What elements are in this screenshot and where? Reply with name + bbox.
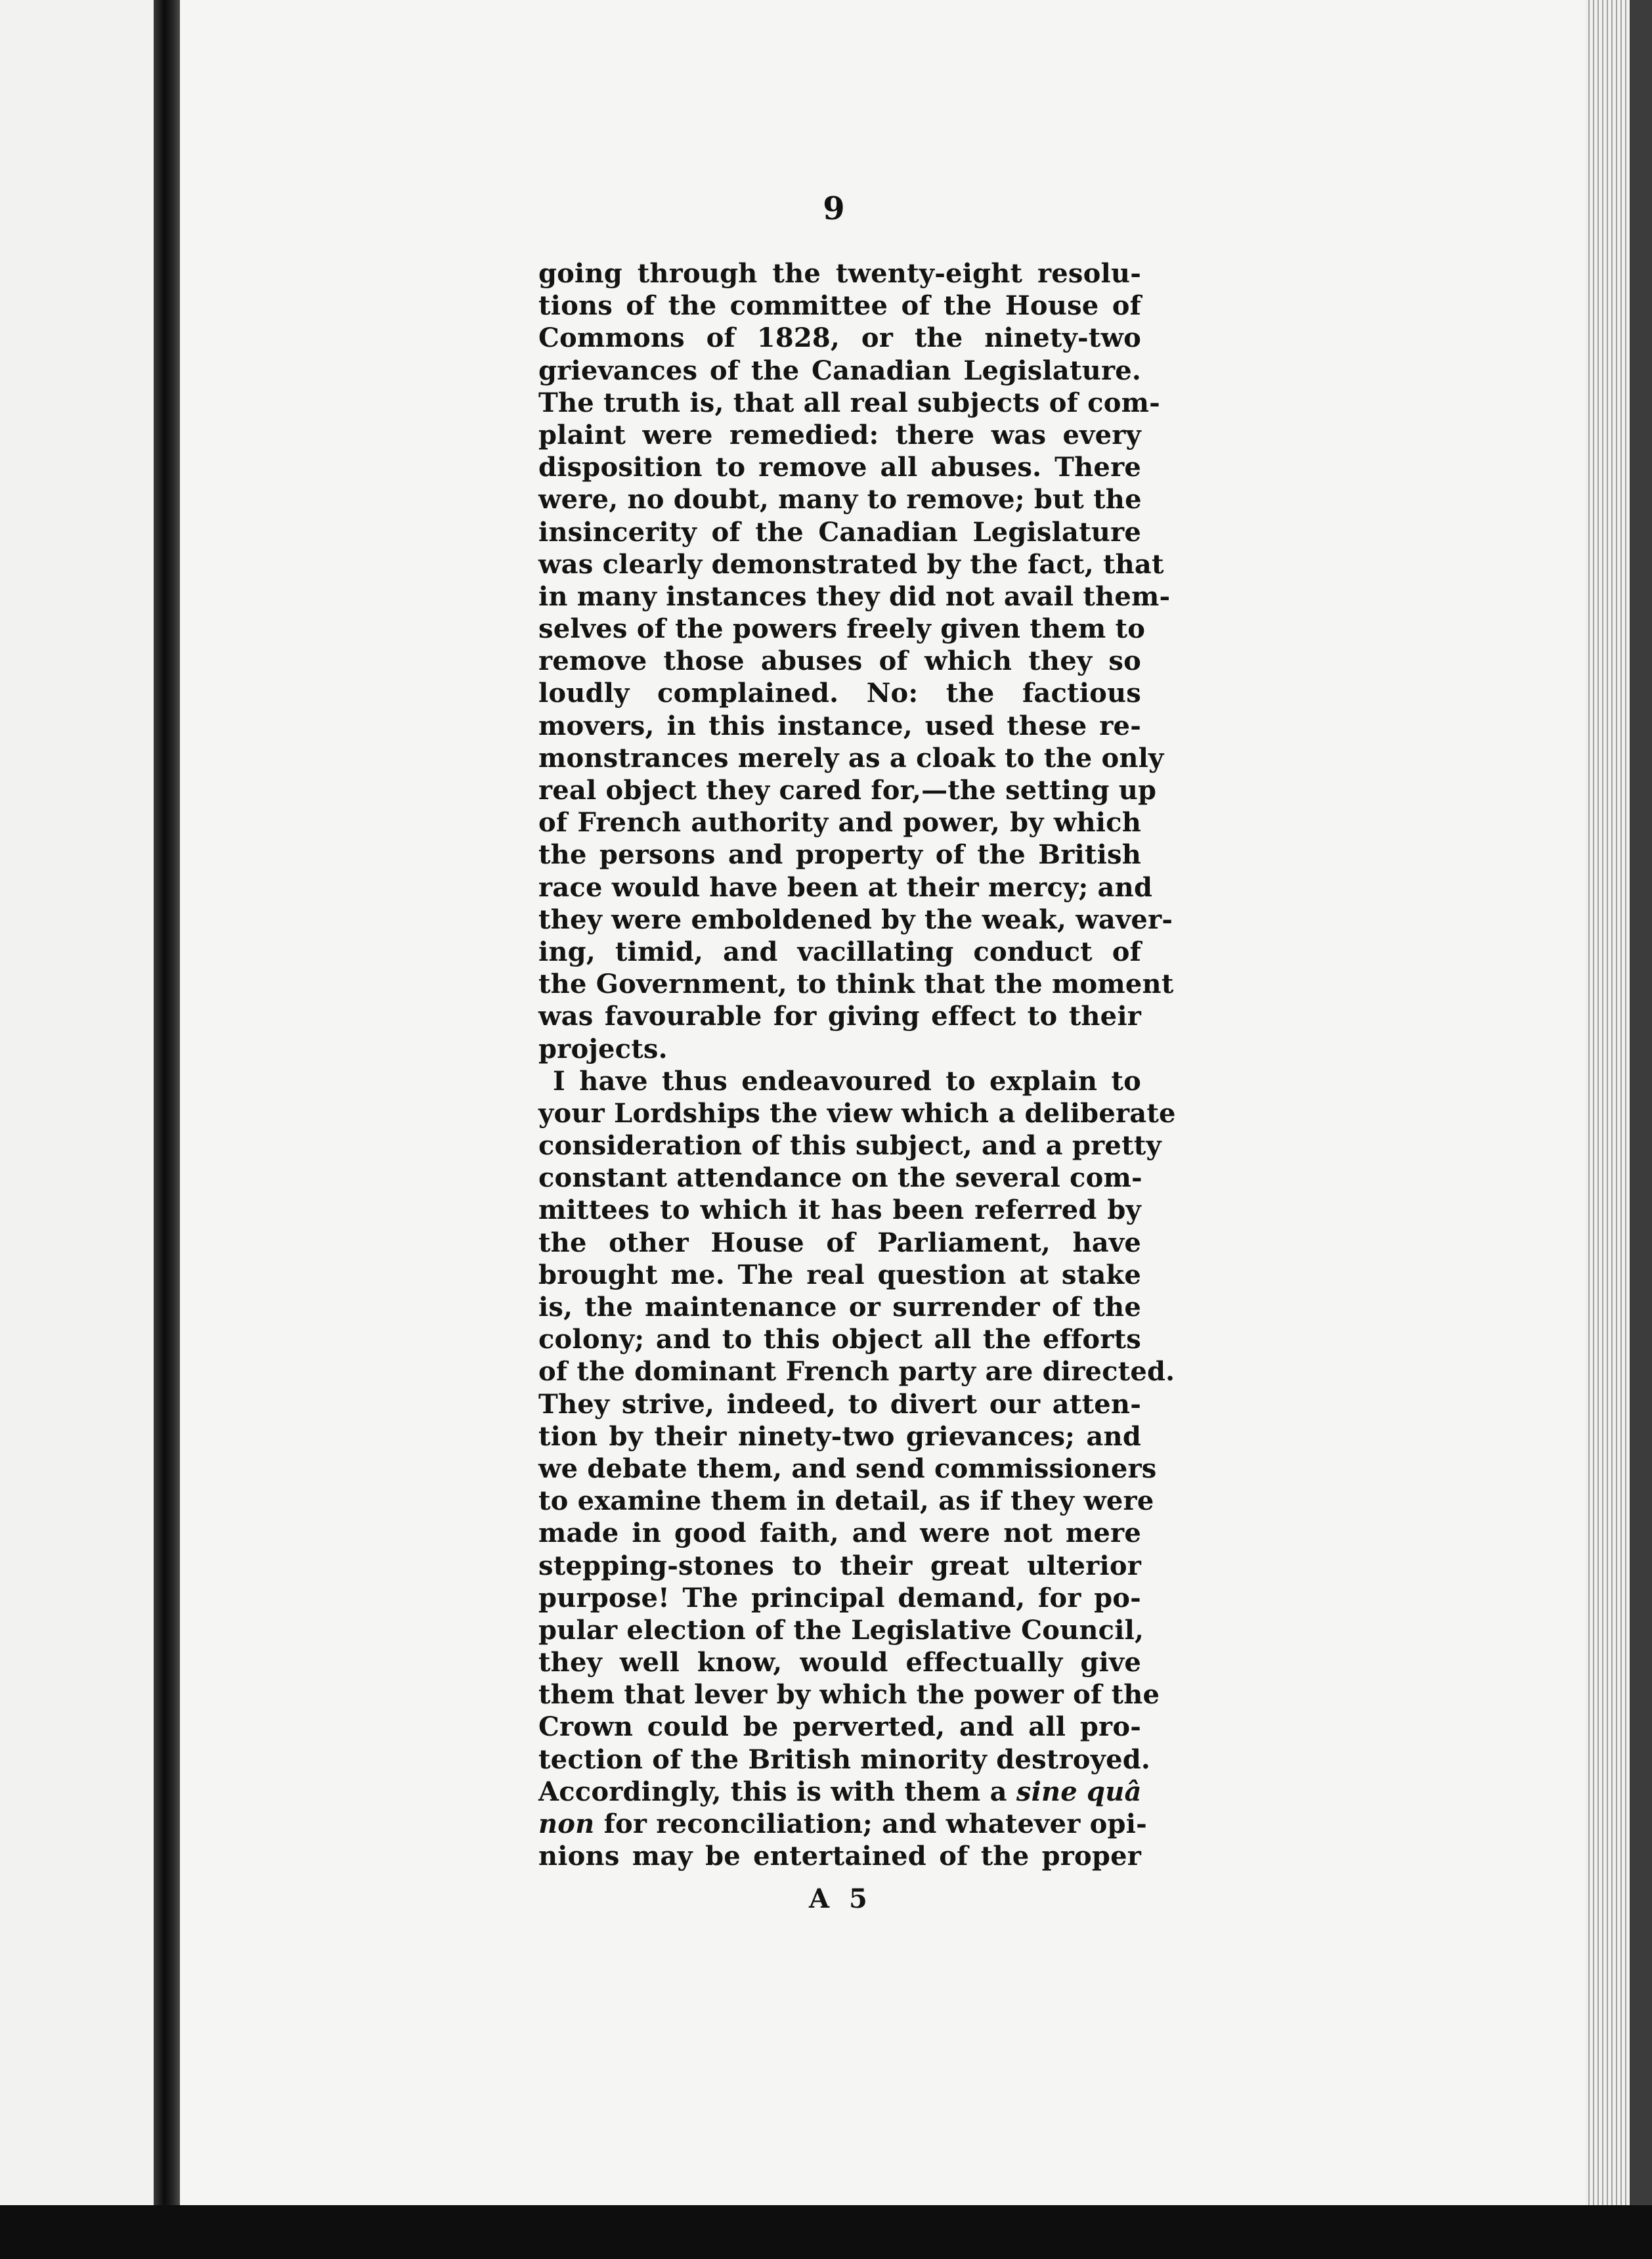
text-line: movers, in this instance, used these re- <box>538 710 1141 741</box>
text-line: Crown could be perverted, and all pro- <box>538 1711 1141 1743</box>
text-line: to examine them in detail, as if they were <box>538 1485 1154 1517</box>
text-line: is, the maintenance or surrender of the <box>538 1292 1141 1323</box>
text-line: race would have been at their mercy; and <box>538 871 1153 903</box>
text-line: them that lever by which the power of the <box>538 1679 1160 1711</box>
text-line: insincerity of the Canadian Legislature <box>538 516 1141 548</box>
text-line: projects. <box>538 1033 668 1064</box>
text-line: was clearly demonstrated by the fact, that <box>538 548 1164 580</box>
text-line: Commons of 1828, or the ninety-two <box>538 322 1141 354</box>
text-line: They strive, indeed, to divert our atten- <box>538 1388 1141 1420</box>
text-line: consideration of this subject, and a pretty <box>538 1130 1162 1162</box>
text-line: loudly complained. No: the factious <box>538 678 1141 709</box>
text-line: disposition to remove all abuses. There <box>538 452 1141 483</box>
text-line: mittees to which it has been referred by <box>538 1195 1141 1226</box>
text-line: of the dominant French party are directed. <box>538 1356 1175 1388</box>
text-line: your Lordships the view which a deliberate <box>538 1097 1176 1129</box>
text-line: plaint were remedied: there was every <box>538 419 1141 450</box>
text-segment: Accordingly, this is with them a <box>538 1776 1007 1807</box>
text-line: the persons and property of the British <box>538 839 1141 871</box>
scan-bottom-border <box>0 2205 1652 2259</box>
italic-phrase: sine quâ <box>1016 1776 1142 1807</box>
text-line: we debate them, and send commissioners <box>538 1453 1157 1484</box>
text-line: the other House of Parliament, have <box>538 1227 1141 1258</box>
text-line: real object they cared for,—the setting up <box>538 775 1157 806</box>
text-line <box>538 1808 1147 1840</box>
text-line: tions of the committee of the House of <box>538 290 1141 322</box>
text-line: selves of the powers freely given them to <box>538 613 1146 645</box>
text-line: they were emboldened by the weak, waver- <box>538 904 1173 935</box>
text-line: made in good faith, and were not mere <box>538 1518 1141 1549</box>
text-line: nions may be entertained of the proper <box>538 1841 1141 1872</box>
text-line: constant attendance on the several com- <box>538 1162 1142 1194</box>
text-line: purpose! The principal demand, for po- <box>538 1582 1141 1613</box>
text-line: they well know, would effectually give <box>538 1647 1141 1678</box>
page-stack-edges <box>1585 0 1652 2208</box>
text-segment: for reconciliation; and whatever opi- <box>603 1809 1147 1839</box>
text-line: I have thus endeavoured to explain to <box>553 1065 1141 1097</box>
text-line: grievances of the Canadian Legislature. <box>538 355 1141 386</box>
text-line: in many instances they did not avail them- <box>538 581 1171 612</box>
text-line: monstrances merely as a cloak to the only <box>538 742 1164 774</box>
text-line: of French authority and power, by which <box>538 807 1141 839</box>
text-line: stepping-stones to their great ulterior <box>538 1550 1141 1581</box>
text-line: going through the twenty-eight resolu- <box>538 258 1141 289</box>
signature-mark: A 5 <box>809 1883 873 1914</box>
facing-page-edge <box>0 0 154 2205</box>
text-line: the Government, to think that the moment <box>538 969 1174 1000</box>
text-line: ing, timid, and vacillating conduct of <box>538 936 1141 967</box>
text-line: remove those abuses of which they so <box>538 646 1141 677</box>
text-line: brought me. The real question at stake <box>538 1259 1141 1290</box>
body-text <box>538 257 1176 1872</box>
text-line: tion by their ninety-two grievances; and <box>538 1420 1141 1452</box>
text-line <box>538 1776 1141 1808</box>
text-line: The truth is, that all real subjects of com- <box>538 387 1160 418</box>
text-line: tection of the British minority destroyed. <box>538 1744 1151 1775</box>
text-line: were, no doubt, many to remove; but the <box>538 484 1142 515</box>
page-number: 9 <box>823 190 845 227</box>
text-line: pular election of the Legislative Council, <box>538 1614 1144 1646</box>
text-line: was favourable for giving effect to their <box>538 1001 1141 1032</box>
book-gutter <box>154 0 180 2206</box>
text-line: colony; and to this object all the efforts <box>538 1324 1141 1355</box>
italic-phrase: non <box>538 1809 595 1839</box>
